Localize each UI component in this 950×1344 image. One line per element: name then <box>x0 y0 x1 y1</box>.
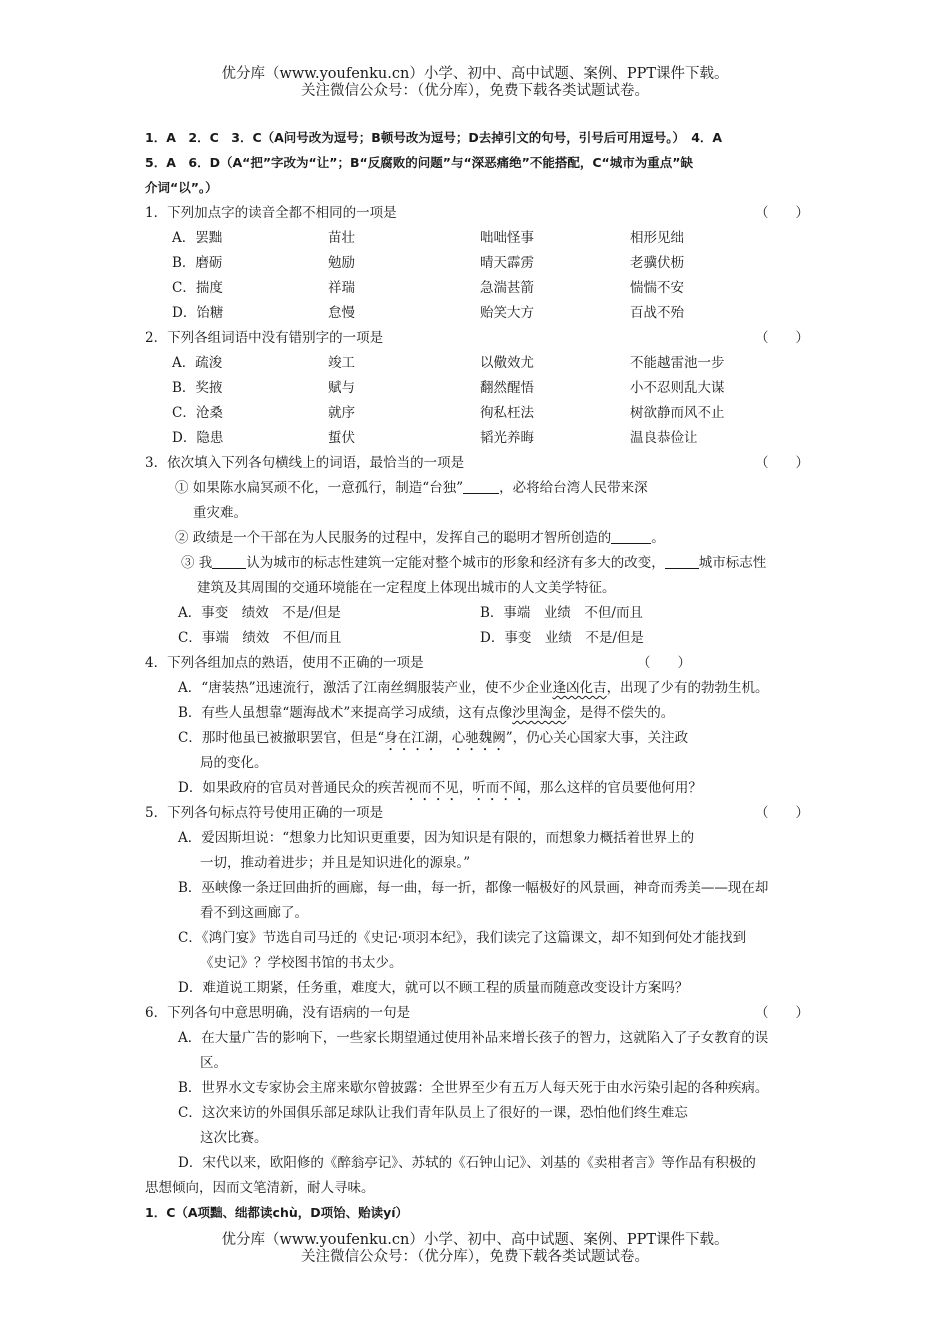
q4-c-text-1: C．那时他虽已被撤职罢官，但是“ <box>178 730 385 746</box>
q3-answer-paren: （ ） <box>755 455 809 471</box>
q3-option-a: A．事变 绩效 不是/但是 <box>178 605 341 621</box>
q6-a-line-1: A．在大量广告的影响下，一些家长期望通过使用补品来增长孩子的智力，这就陷入了子女教育的误 <box>178 1030 769 1046</box>
q2-b-2: 赋与 <box>328 380 355 396</box>
q3-s2-part-a: ② 政绩是一个干部在为人民服务的过程中，发挥自己的聪明才智所创造的 <box>175 530 612 546</box>
q2-answer-paren: （ ） <box>755 330 809 346</box>
q1-answer-paren: （ ） <box>755 205 809 221</box>
answer-bottom: 1．C（A项黜、绌都读chù，D项饴、贻读yí） <box>145 1205 409 1220</box>
q1-d-4: 百战不殆 <box>630 305 684 321</box>
q3-s1-part-a: ① 如果陈水扁冥顽不化，一意孤行，制造“台独” <box>175 480 464 496</box>
q1-d-1: D．饴糖 <box>172 305 224 321</box>
q1-c-2: 祥瑞 <box>328 280 355 296</box>
q1-a-2: 苗壮 <box>328 230 355 246</box>
q3-s2-part-b: 。 <box>651 530 665 546</box>
q2-a-4: 不能越雷池一步 <box>630 355 725 371</box>
q4-option-d <box>178 778 702 804</box>
q2-c-3: 徇私枉法 <box>480 405 534 421</box>
q6-answer-paren: （ ） <box>755 1005 809 1021</box>
q5-d-line-1: D．难道说工期紧，任务重，难度大，就可以不顾工程的质量而随意改变设计方案吗？ <box>178 980 689 996</box>
q3-s1-part-c: 重灾难。 <box>193 505 247 521</box>
q5-a-line-2: 一切，推动着进步；并且是知识进化的源泉。” <box>200 855 471 871</box>
q2-b-4: 小不忍则乱大谋 <box>630 380 725 396</box>
q5-c-line-1: C．《鸿门宴》节选自司马迁的《史记·项羽本纪》，我们读完了这篇课文，却不知到何处才能找到 <box>178 930 747 946</box>
q4-option-a <box>178 678 769 698</box>
q3-s3-part-d: 建筑及其周围的交通环境能在一定程度上体现出城市的人文美学特征。 <box>197 580 616 596</box>
q3-blank-2 <box>611 529 651 544</box>
q5-answer-paren: （ ） <box>755 805 809 821</box>
q2-stem: 2．下列各组词语中没有错别字的一项是 <box>145 330 384 346</box>
q2-c-2: 就序 <box>328 405 355 421</box>
q3-sentence-1 <box>175 478 648 498</box>
q2-a-2: 竣工 <box>328 355 355 371</box>
q4-b-text-1: B．有些人虽想靠“题海战术”来提高学习成绩，这有点像 <box>178 705 513 721</box>
q1-c-1: C．揣度 <box>172 280 223 296</box>
q4-c-text-3: 局的变化。 <box>200 755 268 771</box>
q5-a-line-1: A．爱因斯坦说：“想象力比知识更重要，因为知识是有限的，而想象力概括着世界上的 <box>178 830 695 846</box>
q6-c-line-2: 这次比赛。 <box>200 1130 268 1146</box>
q6-a-line-2: 区。 <box>200 1055 227 1071</box>
q3-s1-part-b: ，必将给台湾人民带来深 <box>499 480 648 496</box>
q1-stem: 1．下列加点字的读音全都不相同的一项是 <box>145 205 397 221</box>
q3-s3-part-a: ③ 我 <box>181 555 213 571</box>
q6-c-line-1: C．这次来访的外国俱乐部足球队让我们青年队员上了很好的一课，恐怕他们终生难忘 <box>178 1105 688 1121</box>
q4-d-idiom: 视而不见，听而不闻 <box>404 780 527 796</box>
q4-c-idiom: 身在江湖，心驰魏阙 <box>384 730 506 746</box>
q3-sentence-2 <box>175 528 665 548</box>
q3-sentence-3 <box>181 553 766 573</box>
q1-a-3: 咄咄怪事 <box>480 230 534 246</box>
q6-stem: 6．下列各句中意思明确，没有语病的一句是 <box>145 1005 411 1021</box>
q4-c-text-2: ”，仍心关心国家大事，关注政 <box>505 730 689 746</box>
answers-top-line-3: 介词“以”。） <box>145 180 218 195</box>
q3-blank-4 <box>665 554 699 569</box>
q3-stem: 3．依次填入下列各句横线上的词语，最恰当的一项是 <box>145 455 465 471</box>
q3-s3-part-b: 认为城市的标志性建筑一定能对整个城市的形象和经济有多大的改变， <box>246 555 665 571</box>
q3-option-c: C．事端 绩效 不但/而且 <box>178 630 342 646</box>
q1-b-2: 勉励 <box>328 255 355 271</box>
q2-b-3: 翻然醒悟 <box>480 380 534 396</box>
q1-a-1: A．罢黜 <box>172 230 223 246</box>
q2-d-2: 蜇伏 <box>328 430 355 446</box>
q4-b-idiom: 沙里淘金 <box>512 705 567 721</box>
q1-d-2: 怠慢 <box>328 305 355 321</box>
q1-c-4: 惴惴不安 <box>630 280 684 296</box>
footer-line-1: 优分库（www.youfenku.cn）小学、初中、高中试题、案例、PPT课件下载。 <box>221 1232 729 1248</box>
q2-a-1: A．疏浚 <box>172 355 223 371</box>
q6-b-line-1: B．世界水文专家协会主席来歇尔曾披露：全世界至少有五万人每天死于由水污染引起的各种疾病。 <box>178 1080 769 1096</box>
q1-b-4: 老骥伏枥 <box>630 255 684 271</box>
q3-s3-part-c: 城市标志性 <box>698 555 767 571</box>
q4-stem: 4．下列各组加点的熟语，使用不正确的一项是 <box>145 655 424 671</box>
q2-b-1: B．奖掖 <box>172 380 223 396</box>
q1-a-4: 相形见绌 <box>630 230 684 246</box>
q2-d-3: 韬光养晦 <box>480 430 534 446</box>
q4-a-text-1: A．“唐装热”迅速流行，激活了江南丝绸服装产业，使不少企业 <box>178 680 553 696</box>
header-line-1: 优分库（www.youfenku.cn）小学、初中、高中试题、案例、PPT课件下载。 <box>221 66 729 82</box>
q5-stem: 5．下列各句标点符号使用正确的一项是 <box>145 805 384 821</box>
page-footer <box>0 1232 950 1266</box>
q2-c-4: 树欲静而风不止 <box>630 405 725 421</box>
q2-d-1: D．隐患 <box>172 430 224 446</box>
q1-b-1: B．磨砺 <box>172 255 223 271</box>
q1-c-3: 急湍甚箭 <box>480 280 534 296</box>
q4-b-text-2: ，是得不偿失的。 <box>566 705 675 721</box>
q5-b-line-2: 看不到这画廊了。 <box>200 905 308 921</box>
q4-d-text-2: ，那么这样的官员要他何用？ <box>526 780 702 796</box>
q6-d-line-2: 思想倾向，因而文笔清新，耐人寻味。 <box>145 1180 375 1196</box>
q4-option-b <box>178 703 674 723</box>
q2-c-1: C．沧桑 <box>172 405 223 421</box>
q4-d-text-1: D．如果政府的官员对普通民众的疾苦 <box>178 780 405 796</box>
q2-d-4: 温良恭俭让 <box>630 430 698 446</box>
q3-blank-3 <box>212 554 246 569</box>
q4-option-c <box>178 728 688 754</box>
answers-top-line-1: 1．A 2．C 3．C（A问号改为逗号；B顿号改为逗号；D去掉引文的句号，引号后可用逗号。） 4．A <box>145 130 723 145</box>
q2-a-3: 以儆效尤 <box>480 355 534 371</box>
q4-a-idiom: 逢凶化吉 <box>552 680 607 696</box>
header-line-2: 关注微信公众号：（优分库），免费下载各类试题试卷。 <box>301 83 649 99</box>
q1-d-3: 贻笑大方 <box>480 305 534 321</box>
answers-top-line-2: 5．A 6．D（A“把”字改为“让”；B“反腐败的问题”与“深恶痛绝”不能搭配，C“城市为重点”缺 <box>145 155 693 170</box>
q3-option-b: B．事端 业绩 不但/而且 <box>480 605 643 621</box>
q4-answer-paren: （ ） <box>637 655 691 671</box>
q3-option-d: D．事变 业绩 不是/但是 <box>480 630 644 646</box>
q6-d-line-1: D．宋代以来，欧阳修的《醉翁亭记》、苏轼的《石钟山记》、刘基的《卖柑者言》等作品有积极的 <box>178 1155 756 1171</box>
q5-c-line-2: 《史记》？学校图书馆的书太少。 <box>200 955 403 971</box>
q4-a-text-2: ，出现了少有的勃勃生机。 <box>606 680 769 696</box>
q3-blank-1 <box>463 479 499 494</box>
footer-line-2: 关注微信公众号：（优分库），免费下载各类试题试卷。 <box>301 1249 649 1265</box>
page-header <box>0 66 950 100</box>
q1-b-3: 晴天霹雳 <box>480 255 534 271</box>
q5-b-line-1: B．巫峡像一条迂回曲折的画廊，每一曲，每一折，都像一幅极好的风景画，神奇而秀美——现在却 <box>178 880 769 896</box>
